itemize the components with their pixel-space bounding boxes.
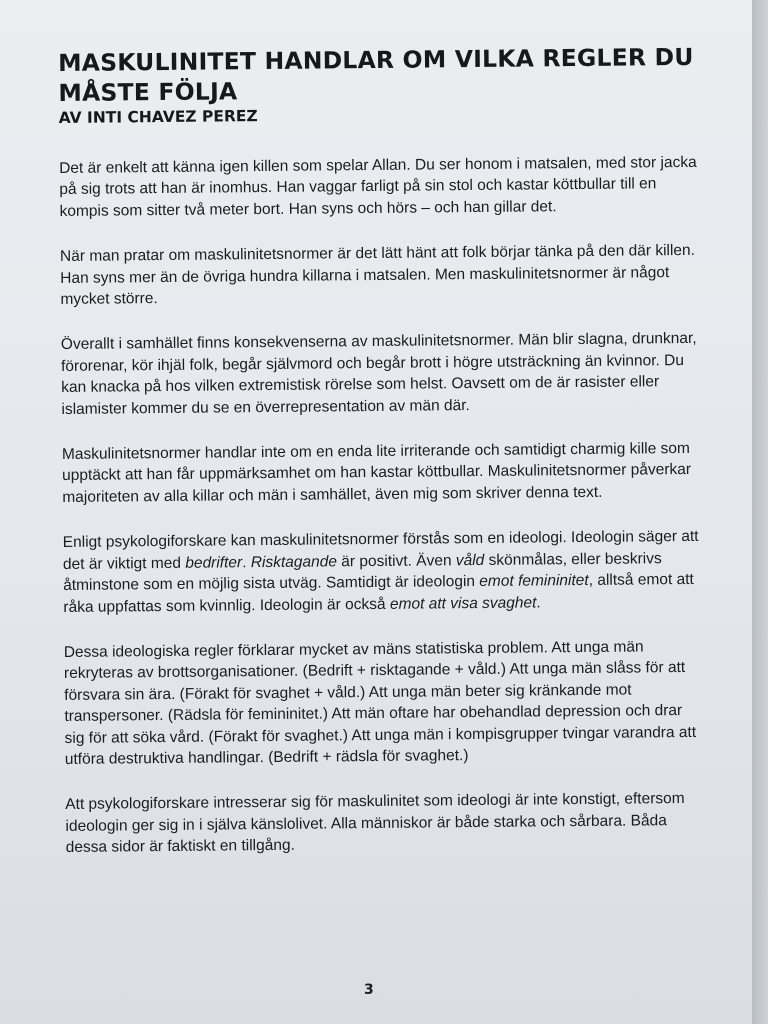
emphasis-text: emot att visa svaghet <box>389 593 537 613</box>
paragraph-text: Dessa ideologiska regler förklarar mycket av mäns statistiska problem. Att unga män rekryteras av brottsorganisationer. (Bedrift + risktagande + våld.) Att unga män slåss för att försvara sin ära. (Förakt för svaghet + våld.) Att unga män beter sig kränkande mot transpersoner. (Rädsla för femininitet.) Att män oftare har obehandlad depression och drar sig för att söka vård. (Förakt för svaghet.) Att unga män i kompisgrupper tvingar varandra att utföra destruktiva handlingar. (Bedrift + rädsla för svaghet.) <box>63 638 697 768</box>
paragraph-1 <box>59 152 700 222</box>
paragraph-text: är positivt. Även <box>336 551 456 571</box>
paragraph-7 <box>65 788 706 858</box>
paragraph-4 <box>62 438 703 508</box>
emphasis-text: våld <box>455 551 485 569</box>
paragraph-text: När man pratar om maskulinitetsnormer är det lätt hänt att folk börjar tänka på den där killen. Han syns mer än de övriga hundra killarna i matsalen. Men maskulinitetsnormer är något mycket större. <box>59 242 696 309</box>
paragraph-text: , alltså emot att råka uppfattas som kvinnlig. Ideologin är också <box>63 571 694 616</box>
paragraph-text: Enligt psykologiforskare kan maskulinitetsnormer förstås som en ideologi. Ideologin säger att det är viktigt med <box>62 528 699 573</box>
paragraph-text: . <box>536 593 541 611</box>
paragraph-text: Överallt i samhället finns konsekvenserna av maskulinitetsnormer. Män blir slagna, drunknar, förorenar, kör ihjäl folk, begår självmord och begår brott i högre utsträckning än kvinnor. Du kan knacka på hos vilken extremistisk rörelse som helst. Oavsett om de är rasister eller islamister kommer du se en överrepresentation av män där. <box>60 330 697 418</box>
article-title: MASKULINITET HANDLAR OM VILKA REGLER DU MÅSTE FÖLJA <box>58 42 694 107</box>
paragraph-text: Det är enkelt att känna igen killen som spelar Allan. Du ser honom i matsalen, med stor jacka på sig trots att han är inomhus. Han vaggar farligt på sin stol och kastar köttbullar till en kompis som sitter två meter bort. Han syns och hörs – och han gillar det. <box>59 153 697 220</box>
paragraph-3 <box>61 328 702 420</box>
paragraph-text: Maskulinitetsnormer handlar inte om en enda lite irriterande och samtidigt charmig kille som upptäckt att han får uppmärksamhet om han kastar köttbullar. Maskulinitetsnormer påverkar majoriteten av alla killar och män i samhället, även mig som skriver denna text. <box>61 440 692 506</box>
paragraph-text: . <box>242 553 251 571</box>
paragraph-text: Att psykologiforskare intresserar sig för maskulinitet som ideologi är inte konstigt, eftersom ideologin ger sig in i själva känslolivet. Alla människor är både starka och sårbara. Båda dessa sidor är faktiskt en tillgång. <box>65 790 685 857</box>
article-body <box>59 152 706 859</box>
article <box>58 42 706 883</box>
paragraph-2 <box>60 240 701 310</box>
paragraph-6 <box>64 636 705 771</box>
emphasis-text: Risktagande <box>250 553 338 571</box>
paragraph-5 <box>63 526 704 618</box>
background-edge <box>752 0 768 1024</box>
paragraph-text: skönmålas, eller beskrivs åtminstone som en möjlig sista utväg. Samtidigt är ideologin <box>63 549 662 595</box>
emphasis-text: bedrifter <box>185 553 243 572</box>
emphasis-text: emot femininitet <box>479 572 589 591</box>
page-number: 3 <box>364 982 374 998</box>
article-byline: AV INTI CHAVEZ PEREZ <box>58 107 258 127</box>
